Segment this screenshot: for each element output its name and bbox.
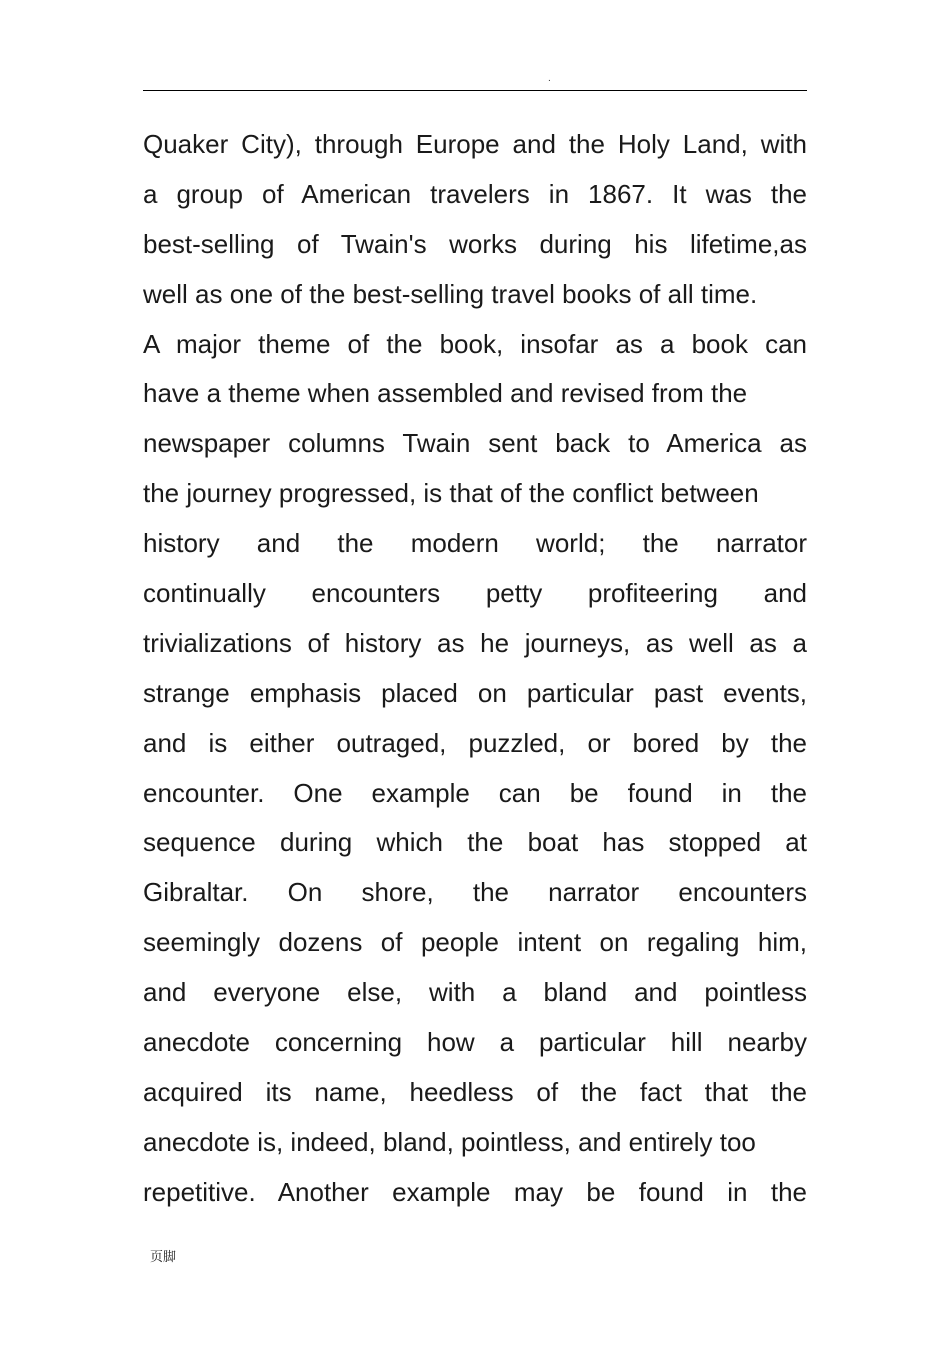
text-line: strange emphasis placed on particular past events, [143,677,807,708]
text-line: seemingly dozens of people intent on regaling him, [143,927,807,958]
text-line: and everyone else, with a bland and pointless [143,977,807,1008]
text-line: continually encounters petty profiteering and [143,578,807,609]
text-line: best-selling of Twain's works during his lifetime,as [143,228,807,259]
header-divider [143,90,807,91]
text-line: anecdote concerning how a particular hill nearby [143,1027,807,1058]
text-line: a group of American travelers in 1867. It was the [143,178,807,209]
text-line: anecdote is, indeed, bland, pointless, and entirely too [143,1126,756,1157]
text-line: newspaper columns Twain sent back to America as [143,428,807,459]
text-line: and is either outraged, puzzled, or bored by the [143,727,807,758]
text-line: Quaker City), through Europe and the Holy Land, with [143,129,807,159]
text-line: acquired its name, heedless of the fact that the [143,1076,807,1107]
text-line: well as one of the best-selling travel books of all time. [143,278,758,309]
text-line: history and the modern world; the narrator [143,528,807,559]
text-line: repetitive. Another example may be found in the [143,1176,807,1207]
text-line: Gibraltar. On shore, the narrator encounters [143,877,807,908]
footer-label: 页脚 [150,1250,177,1265]
text-line: sequence during which the boat has stopped at [143,827,807,858]
text-line: encounter. One example can be found in the [143,777,807,808]
text-line: have a theme when assembled and revised from the [143,378,748,409]
text-line: the journey progressed, is that of the conflict between [143,478,759,509]
header-mark: . [548,73,551,84]
body-text [143,120,807,1218]
text-line: A major theme of the book, insofar as a book can [143,328,807,359]
text-line: trivializations of history as he journeys, as well as a [143,627,807,658]
